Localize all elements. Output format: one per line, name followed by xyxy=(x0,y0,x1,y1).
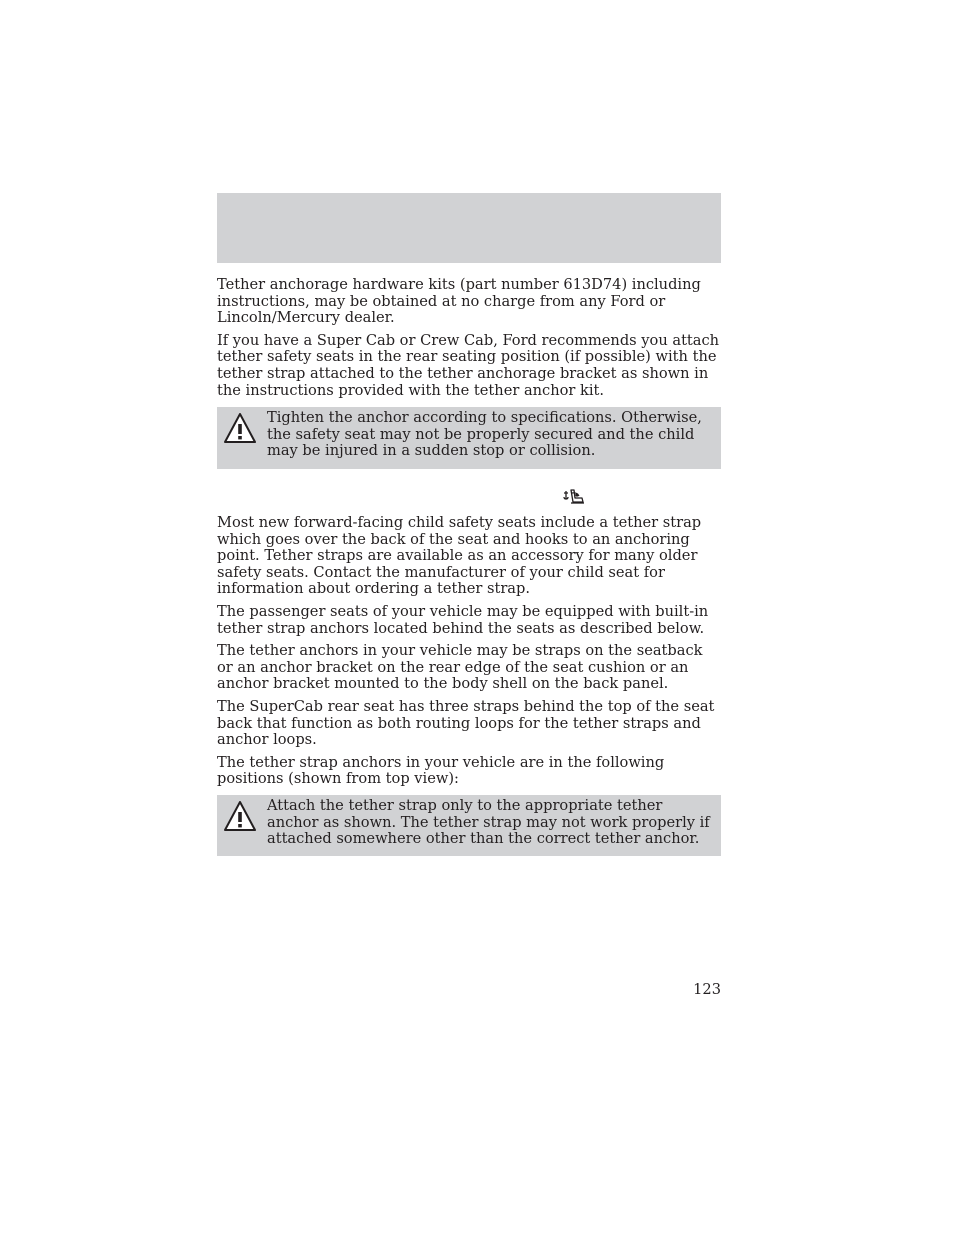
body-paragraph-1: Most new forward-facing child safety seats include a tether strap which goes over the back of the seat and hooks to an anchoring point. Tether straps are available as an accessory for many older safety seats. Contact the manufacturer of your child seat for information about ordering a tether strap. xyxy=(217,514,702,598)
page-number: 123 xyxy=(693,981,721,998)
warning-2-text: Attach the tether strap only to the appropriate tether anchor as shown. The tether strap may not work properly if attached somewhere other than the correct tether anchor. xyxy=(267,797,710,848)
body-paragraph-4: The SuperCab rear seat has three straps behind the top of the seat back that function as both routing loops for the tether straps and anchor loops. xyxy=(217,697,715,749)
warning-triangle-icon xyxy=(223,412,257,444)
body-section xyxy=(217,515,721,788)
warning-1-text: Tighten the anchor according to specifications. Otherwise, the safety seat may not be properly secured and the child may be injured in a sudden stop or collision. xyxy=(267,409,702,460)
warning-box-2 xyxy=(217,795,721,856)
warning-triangle-icon xyxy=(223,800,257,832)
intro-paragraph-2: If you have a Super Cab or Crew Cab, Ford recommends you attach tether safety seats in the rear seating position (if possible) with the tether strap attached to the tether anchorage bracket as shown in the instructions provided with the tether anchor kit. xyxy=(217,331,720,399)
intro-section xyxy=(217,277,721,399)
warning-box-1 xyxy=(217,407,721,469)
body-paragraph-5: The tether strap anchors in your vehicle are in the following positions (shown from top view): xyxy=(217,753,665,788)
body-paragraph-3: The tether anchors in your vehicle may be straps on the seatback or an anchor bracket on the rear edge of the seat cushion or an anchor bracket mounted to the body shell on the back panel. xyxy=(217,642,703,693)
intro-paragraph-1: Tether anchorage hardware kits (part number 613D74) including instructions, may be obtained at no charge from any Ford or Lincoln/Mercury dealer. xyxy=(217,276,701,327)
body-paragraph-2: The passenger seats of your vehicle may be equipped with built-in tether strap anchors located behind the seats as described below. xyxy=(217,602,709,637)
header-band xyxy=(217,193,721,263)
child-seat-tether-icon xyxy=(563,488,585,506)
